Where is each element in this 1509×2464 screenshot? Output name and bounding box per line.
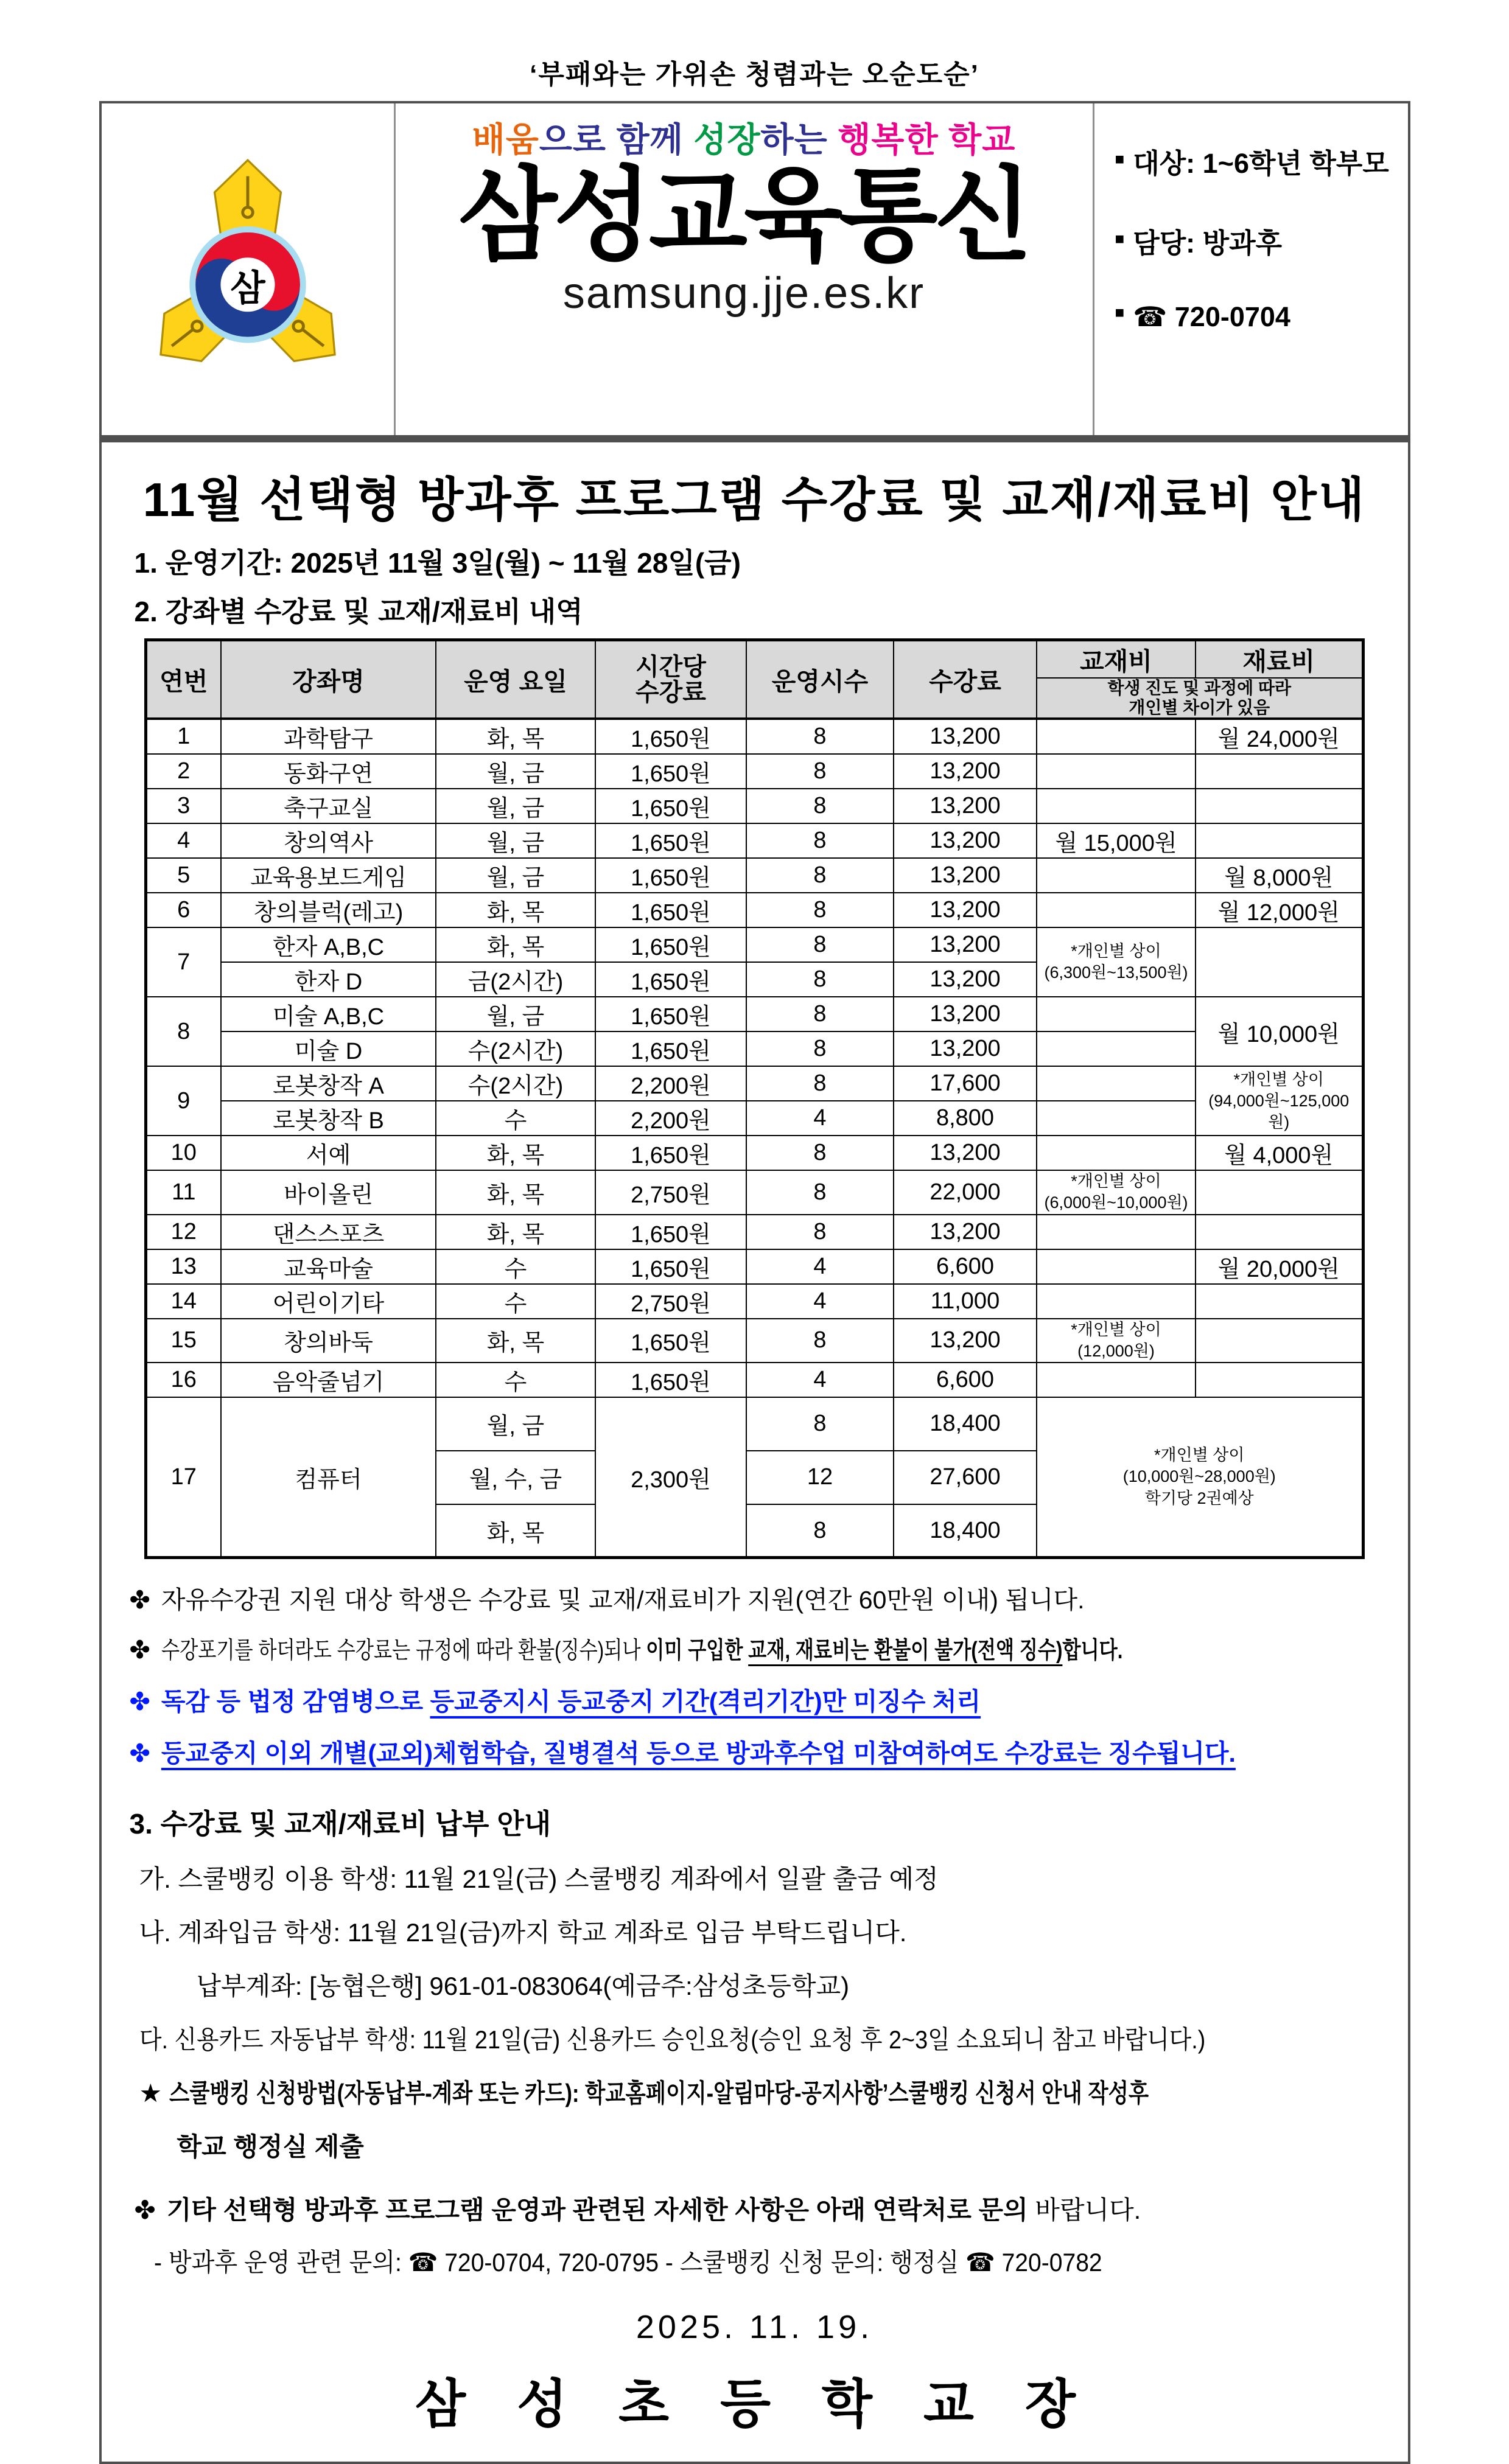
table-cell	[1037, 1397, 1363, 1558]
table-cell: 10	[145, 1136, 221, 1170]
square-bullet-icon: ■	[1115, 229, 1125, 248]
table-cell: 8	[746, 789, 894, 823]
table-row	[145, 1284, 1363, 1319]
table-cell: 13,200	[894, 823, 1037, 858]
payment-item-da-text: 다. 신용카드 자동납부 학생: 11월 21일(금) 신용카드 승인요청(승인 요청 후 2~3일 소요되니 참고 바랍니다.)	[139, 2025, 1205, 2054]
table-cell: 13,200	[894, 997, 1037, 1031]
col-header-fee: 수강료	[894, 640, 1037, 719]
table-cell	[1037, 1249, 1196, 1284]
table-cell: 화, 목	[436, 1170, 595, 1214]
payment-item-da	[139, 2020, 1380, 2056]
table-cell: 4	[746, 1249, 894, 1284]
table-cell: 수(2시간)	[436, 1066, 595, 1101]
table-cell: 1,650원	[595, 1215, 746, 1249]
table-cell: 15	[145, 1319, 221, 1363]
table-header-row	[145, 640, 1363, 679]
table-cell: 8	[746, 1397, 894, 1451]
notice-text-normal: 수강포기를 하더라도 수강료는 규정에 따라 환불(징수)되나	[161, 1638, 646, 1664]
table-cell	[1196, 1319, 1363, 1363]
table-cell: 13,200	[894, 1215, 1037, 1249]
table-cell: 2,200원	[595, 1101, 746, 1136]
table-cell: 월 10,000원	[1196, 997, 1363, 1066]
table-cell: 월, 금	[436, 823, 595, 858]
document-title: 11월 선택형 방과후 프로그램 수강료 및 교재/재료비 안내	[142, 473, 1367, 526]
computer-fee-note-line2: (10,000원~28,000원)	[1122, 1467, 1276, 1486]
notice-list	[130, 1580, 1380, 1769]
col-header-hourly-line1: 시간당	[635, 653, 706, 680]
table-cell: 8	[746, 858, 894, 893]
document-frame	[99, 101, 1410, 2464]
table-cell: 1	[145, 719, 221, 754]
table-cell: 댄스스포츠	[221, 1215, 436, 1249]
table-cell: 8	[746, 893, 894, 927]
table-cell: 미술 D	[221, 1031, 436, 1066]
fee-table-body	[145, 719, 1363, 1557]
slogan-part: 으로 함께	[539, 120, 694, 159]
table-cell: 8	[746, 754, 894, 789]
table-cell: 22,000	[894, 1170, 1037, 1214]
section3-heading: 3. 수강료 및 교재/재료비 납부 안내	[129, 1808, 551, 1840]
notice-item	[130, 1580, 1380, 1616]
table-cell: 14	[145, 1284, 221, 1319]
table-cell: 월, 금	[436, 1397, 595, 1451]
material-fee-note-line2: (94,000원~125,000원)	[1208, 1091, 1350, 1131]
table-cell: 화, 목	[436, 1215, 595, 1249]
table-cell	[1196, 1284, 1363, 1319]
table-cell: 13,200	[894, 858, 1037, 893]
table-cell: 수	[436, 1363, 595, 1397]
table-cell: 17	[145, 1397, 221, 1558]
table-row	[145, 1170, 1363, 1214]
newsletter-info-cell	[1094, 103, 1408, 435]
book-fee-note-line1: *개인별 상이	[1071, 1320, 1161, 1339]
table-cell	[1037, 1284, 1196, 1319]
table-cell: 13,200	[894, 754, 1037, 789]
table-cell: 서예	[221, 1136, 436, 1170]
table-cell: 1,650원	[595, 1031, 746, 1066]
table-cell: 13	[145, 1249, 221, 1284]
clover-bullet-icon: ✤	[129, 1586, 150, 1614]
notice-text	[161, 1632, 1122, 1666]
table-cell: 창의역사	[221, 823, 436, 858]
payment-item-na: 나. 계좌입금 학생: 11월 21일(금)까지 학교 계좌로 입금 부탁드립니다.	[139, 1918, 907, 1947]
table-cell: 1,650원	[595, 858, 746, 893]
slogan-part: 성장	[693, 120, 761, 159]
table-cell: 18,400	[894, 1397, 1037, 1451]
table-cell: 8	[746, 927, 894, 962]
contact-phone-line	[154, 2242, 1380, 2279]
table-cell: 6,600	[894, 1363, 1037, 1397]
table-cell: 1,650원	[595, 719, 746, 754]
col-header-days: 운영 요일	[436, 640, 595, 719]
contact-notice-tail: 바랍니다.	[1028, 2196, 1141, 2225]
book-material-note-line2: 개인별 차이가 있음	[1129, 698, 1270, 717]
notice-item	[130, 1632, 1380, 1666]
table-cell: 13,200	[894, 927, 1037, 962]
material-fee-note-line1: *개인별 상이	[1233, 1070, 1324, 1089]
table-cell: 12	[145, 1215, 221, 1249]
computer-fee-note-line1: *개인별 상이	[1154, 1446, 1245, 1465]
table-cell: 월 4,000원	[1196, 1136, 1363, 1170]
notice-text-bold: 이미 구입한	[645, 1638, 749, 1664]
notice-text: 자유수강권 지원 대상 학생은 수강료 및 교재/재료비가 지원(연간 60만원 이내) 됩니다.	[161, 1586, 1085, 1614]
table-cell	[1037, 754, 1196, 789]
table-row	[145, 893, 1363, 927]
book-fee-note-line2: (6,300원~13,500원)	[1044, 963, 1188, 982]
table-cell: 13,200	[894, 1031, 1037, 1066]
table-cell: 컴퓨터	[221, 1397, 436, 1558]
table-cell: 월 8,000원	[1196, 858, 1363, 893]
table-cell: 9	[145, 1066, 221, 1136]
table-cell: 수	[436, 1284, 595, 1319]
table-cell: 8	[746, 1031, 894, 1066]
principal-signature: 삼 성 초 등 학 교 장	[415, 2375, 1094, 2434]
col-header-book: 교재비	[1037, 640, 1196, 679]
table-cell: 월, 금	[436, 754, 595, 789]
square-bullet-icon: ■	[1115, 303, 1125, 321]
table-cell: 1,650원	[595, 962, 746, 997]
top-quote: ‘부패와는 가위손 청렴과는 오순도순’	[530, 60, 979, 89]
logo-character: 삼	[229, 267, 265, 309]
school-logo-icon	[147, 154, 348, 385]
table-cell: 4	[746, 1101, 894, 1136]
school-logo-cell	[102, 103, 396, 435]
school-website-url: samsung.jje.es.kr	[562, 269, 925, 318]
table-cell: 월 15,000원	[1037, 823, 1196, 858]
table-cell	[1196, 1363, 1363, 1397]
table-cell: 3	[145, 789, 221, 823]
table-cell: 1,650원	[595, 1249, 746, 1284]
table-cell: 창의바둑	[221, 1319, 436, 1363]
newsletter-title-cell	[396, 103, 1094, 435]
table-cell: 8	[746, 719, 894, 754]
table-cell	[1037, 1363, 1196, 1397]
table-cell: 월, 수, 금	[436, 1451, 595, 1504]
table-cell	[1037, 1319, 1196, 1363]
table-cell	[1037, 1066, 1196, 1101]
book-fee-note-line1: *개인별 상이	[1071, 1172, 1161, 1191]
table-cell: 화, 목	[436, 719, 595, 754]
notice-text-blue-underlined: 등교중지 이외 개별(교외)체험학습, 질병결석 등으로 방과후수업 미참여하여도 수강료는 징수됩니다.	[161, 1739, 1236, 1768]
table-row	[145, 1249, 1363, 1284]
table-cell: 13,200	[894, 962, 1037, 997]
table-cell	[1037, 997, 1196, 1031]
table-cell	[1196, 754, 1363, 789]
table-cell: 13,200	[894, 1136, 1037, 1170]
newsletter-header	[102, 103, 1408, 442]
table-cell	[1037, 789, 1196, 823]
table-cell: 화, 목	[436, 1319, 595, 1363]
table-cell: 수	[436, 1249, 595, 1284]
col-header-hourly	[595, 640, 746, 719]
table-row	[145, 927, 1363, 962]
table-cell: 13,200	[894, 789, 1037, 823]
col-header-no: 연번	[145, 640, 221, 719]
issue-date: 2025. 11. 19.	[635, 2309, 874, 2346]
table-row	[145, 754, 1363, 789]
table-cell: 월 20,000원	[1196, 1249, 1363, 1284]
table-cell: 2,300원	[595, 1397, 746, 1558]
section2-heading: 2. 강좌별 수강료 및 교재/재료비 내역	[134, 596, 583, 627]
table-cell	[1037, 858, 1196, 893]
col-header-hourly-line2: 수강료	[635, 679, 706, 706]
table-cell: 월 12,000원	[1196, 893, 1363, 927]
table-cell: 월 24,000원	[1196, 719, 1363, 754]
table-cell: 1,650원	[595, 1319, 746, 1363]
table-cell: 1,650원	[595, 997, 746, 1031]
table-cell	[1196, 1215, 1363, 1249]
col-header-hours: 운영시수	[746, 640, 894, 719]
table-row	[145, 1397, 1363, 1451]
table-row	[145, 1066, 1363, 1101]
notice-text-blue: 독감 등 법정 감염병으로	[161, 1687, 430, 1716]
schoolbanking-apply-line2: 학교 행정실 제출	[177, 2132, 364, 2162]
contact-notice-bold: 기타 선택형 방과후 프로그램 운영과 관련된 자세한 사항은 아래 연락처로 문의	[166, 2196, 1028, 2225]
star-icon: ★	[139, 2079, 163, 2108]
table-cell	[1037, 893, 1196, 927]
table-cell: 2,750원	[595, 1284, 746, 1319]
table-cell: 8	[746, 962, 894, 997]
table-cell: 창의블럭(레고)	[221, 893, 436, 927]
table-row	[145, 1363, 1363, 1397]
table-cell: 화, 목	[436, 927, 595, 962]
payment-account: 납부계좌: [농협은행] 961-01-083064(예금주:삼성초등학교)	[196, 1972, 850, 2001]
table-cell: 5	[145, 858, 221, 893]
table-cell: 7	[145, 927, 221, 997]
table-cell: 1,650원	[595, 1363, 746, 1397]
col-header-name: 강좌명	[221, 640, 436, 719]
document-body	[102, 442, 1408, 2437]
table-cell	[1037, 1031, 1196, 1066]
table-cell: 8,800	[894, 1101, 1037, 1136]
table-cell: 11,000	[894, 1284, 1037, 1319]
table-cell: 4	[746, 1363, 894, 1397]
table-cell: 월, 금	[436, 789, 595, 823]
table-cell: 화, 목	[436, 893, 595, 927]
table-row	[145, 1031, 1363, 1066]
table-cell: 교육용보드게임	[221, 858, 436, 893]
fee-table	[144, 638, 1365, 1559]
table-cell: 수	[436, 1101, 595, 1136]
table-cell	[1196, 823, 1363, 858]
book-material-note	[1037, 678, 1363, 719]
table-cell: 월, 금	[436, 858, 595, 893]
table-cell	[1037, 1215, 1196, 1249]
table-cell	[1196, 1066, 1363, 1136]
table-cell	[1037, 1101, 1196, 1136]
table-cell	[1037, 1170, 1196, 1214]
table-row	[145, 858, 1363, 893]
school-slogan	[396, 113, 1093, 162]
table-cell: 바이올린	[221, 1170, 436, 1214]
table-cell: 미술 A,B,C	[221, 997, 436, 1031]
info-target	[1115, 141, 1408, 181]
table-cell	[1196, 927, 1363, 997]
table-cell: 한자 A,B,C	[221, 927, 436, 962]
table-cell	[1037, 719, 1196, 754]
schoolbanking-apply-line	[139, 2073, 1380, 2110]
info-phone-label: ☎ 720-0704	[1133, 301, 1290, 332]
table-row	[145, 1101, 1363, 1136]
slogan-part: 행복한 학교	[838, 120, 1016, 159]
table-cell: 화, 목	[436, 1136, 595, 1170]
table-cell: 로봇창작 B	[221, 1101, 436, 1136]
table-cell	[1196, 1170, 1363, 1214]
table-cell: 금(2시간)	[436, 962, 595, 997]
table-cell: 8	[746, 1170, 894, 1214]
slogan-part: 배움	[472, 120, 539, 159]
table-cell: 8	[746, 1504, 894, 1558]
contact-notice	[135, 2190, 1380, 2227]
book-fee-note-line2: (6,000원~10,000원)	[1044, 1193, 1188, 1212]
payment-item-ga: 가. 스쿨뱅킹 이용 학생: 11월 21일(금) 스쿨뱅킹 계좌에서 일괄 출금 예정	[139, 1865, 939, 1894]
contact-phone-text: - 방과후 운영 관련 문의: ☎ 720-0704, 720-0795 - 스쿨뱅킹 신청 문의: 행정실 ☎ 720-0782	[153, 2248, 1102, 2277]
table-cell: 1,650원	[595, 789, 746, 823]
info-department	[1115, 221, 1408, 260]
table-cell: 13,200	[894, 893, 1037, 927]
table-cell: 축구교실	[221, 789, 436, 823]
table-cell: 8	[746, 1136, 894, 1170]
table-cell: 6,600	[894, 1249, 1037, 1284]
clover-bullet-icon: ✤	[134, 2196, 156, 2225]
table-row	[145, 719, 1363, 754]
table-cell: 1,650원	[595, 893, 746, 927]
book-fee-note-line1: *개인별 상이	[1071, 942, 1161, 961]
table-cell: 월, 금	[436, 997, 595, 1031]
table-cell: 1,650원	[595, 823, 746, 858]
clover-bullet-icon: ✤	[129, 1636, 150, 1664]
newsletter-title: 삼성교육통신	[458, 158, 1029, 273]
table-cell: 8	[746, 1319, 894, 1363]
table-cell: 동화구연	[221, 754, 436, 789]
table-cell: 1,650원	[595, 927, 746, 962]
table-cell: 4	[145, 823, 221, 858]
payment-section	[130, 1802, 1380, 2279]
schoolbanking-apply-text: 스쿨뱅킹 신청방법(자동납부-계좌 또는 카드): 학교홈페이지-알림마당-공지사항’스쿨뱅킹 신청서 안내 작성후	[169, 2079, 1149, 2108]
notice-text-underlined: 교재, 재료비는 환불이 불가(전액 징수)	[748, 1638, 1063, 1664]
table-row	[145, 1136, 1363, 1170]
table-cell: 12	[746, 1451, 894, 1504]
table-row	[145, 997, 1363, 1031]
info-phone	[1115, 301, 1408, 333]
table-cell: 1,650원	[595, 1136, 746, 1170]
book-fee-note-line2: (12,000원)	[1077, 1341, 1155, 1360]
table-row	[145, 789, 1363, 823]
book-material-note-line1: 학생 진도 및 과정에 따라	[1107, 679, 1292, 697]
table-cell: 2,200원	[595, 1066, 746, 1101]
table-cell: 27,600	[894, 1451, 1037, 1504]
square-bullet-icon: ■	[1115, 150, 1125, 168]
table-cell: 8	[746, 997, 894, 1031]
table-cell: 13,200	[894, 719, 1037, 754]
table-cell: 8	[145, 997, 221, 1066]
table-cell: 17,600	[894, 1066, 1037, 1101]
table-cell: 교육마술	[221, 1249, 436, 1284]
table-cell: 8	[746, 823, 894, 858]
info-department-label: 담당: 방과후	[1133, 228, 1283, 259]
clover-bullet-icon: ✤	[129, 1687, 150, 1716]
table-cell: 로봇창작 A	[221, 1066, 436, 1101]
table-cell: 수(2시간)	[436, 1031, 595, 1066]
table-cell: 16	[145, 1363, 221, 1397]
table-row	[145, 1319, 1363, 1363]
table-cell: 과학탐구	[221, 719, 436, 754]
table-row	[145, 823, 1363, 858]
table-cell: 13,200	[894, 1319, 1037, 1363]
table-row	[145, 1215, 1363, 1249]
notice-text-blue-underlined: 등교중지시 등교중지 기간(격리기간)만 미징수 처리	[430, 1687, 981, 1716]
table-cell: 2	[145, 754, 221, 789]
table-cell: 4	[746, 1284, 894, 1319]
table-cell	[1037, 927, 1196, 997]
notice-item	[130, 1733, 1380, 1769]
table-cell: 한자 D	[221, 962, 436, 997]
notice-item	[130, 1681, 1380, 1717]
col-header-material: 재료비	[1196, 640, 1363, 679]
slogan-part: 하는	[760, 120, 838, 159]
table-cell: 화, 목	[436, 1504, 595, 1558]
fee-table-header	[145, 640, 1363, 719]
table-cell: 2,750원	[595, 1170, 746, 1214]
clover-bullet-icon: ✤	[129, 1739, 150, 1768]
table-cell: 1,650원	[595, 754, 746, 789]
table-cell: 11	[145, 1170, 221, 1214]
table-cell: 어린이기타	[221, 1284, 436, 1319]
table-cell: 음악줄넘기	[221, 1363, 436, 1397]
table-cell	[1037, 1136, 1196, 1170]
table-cell	[1196, 789, 1363, 823]
table-cell: 8	[746, 1215, 894, 1249]
notice-text-bold: 합니다.	[1062, 1638, 1123, 1664]
table-cell: 8	[746, 1066, 894, 1101]
table-cell: 6	[145, 893, 221, 927]
info-target-label: 대상: 1~6학년 학부모	[1133, 148, 1389, 179]
section1-heading: 1. 운영기간: 2025년 11월 3일(월) ~ 11월 28일(금)	[134, 547, 741, 579]
computer-fee-note-line3: 학기당 2권예상	[1144, 1489, 1254, 1507]
table-cell: 18,400	[894, 1504, 1037, 1558]
